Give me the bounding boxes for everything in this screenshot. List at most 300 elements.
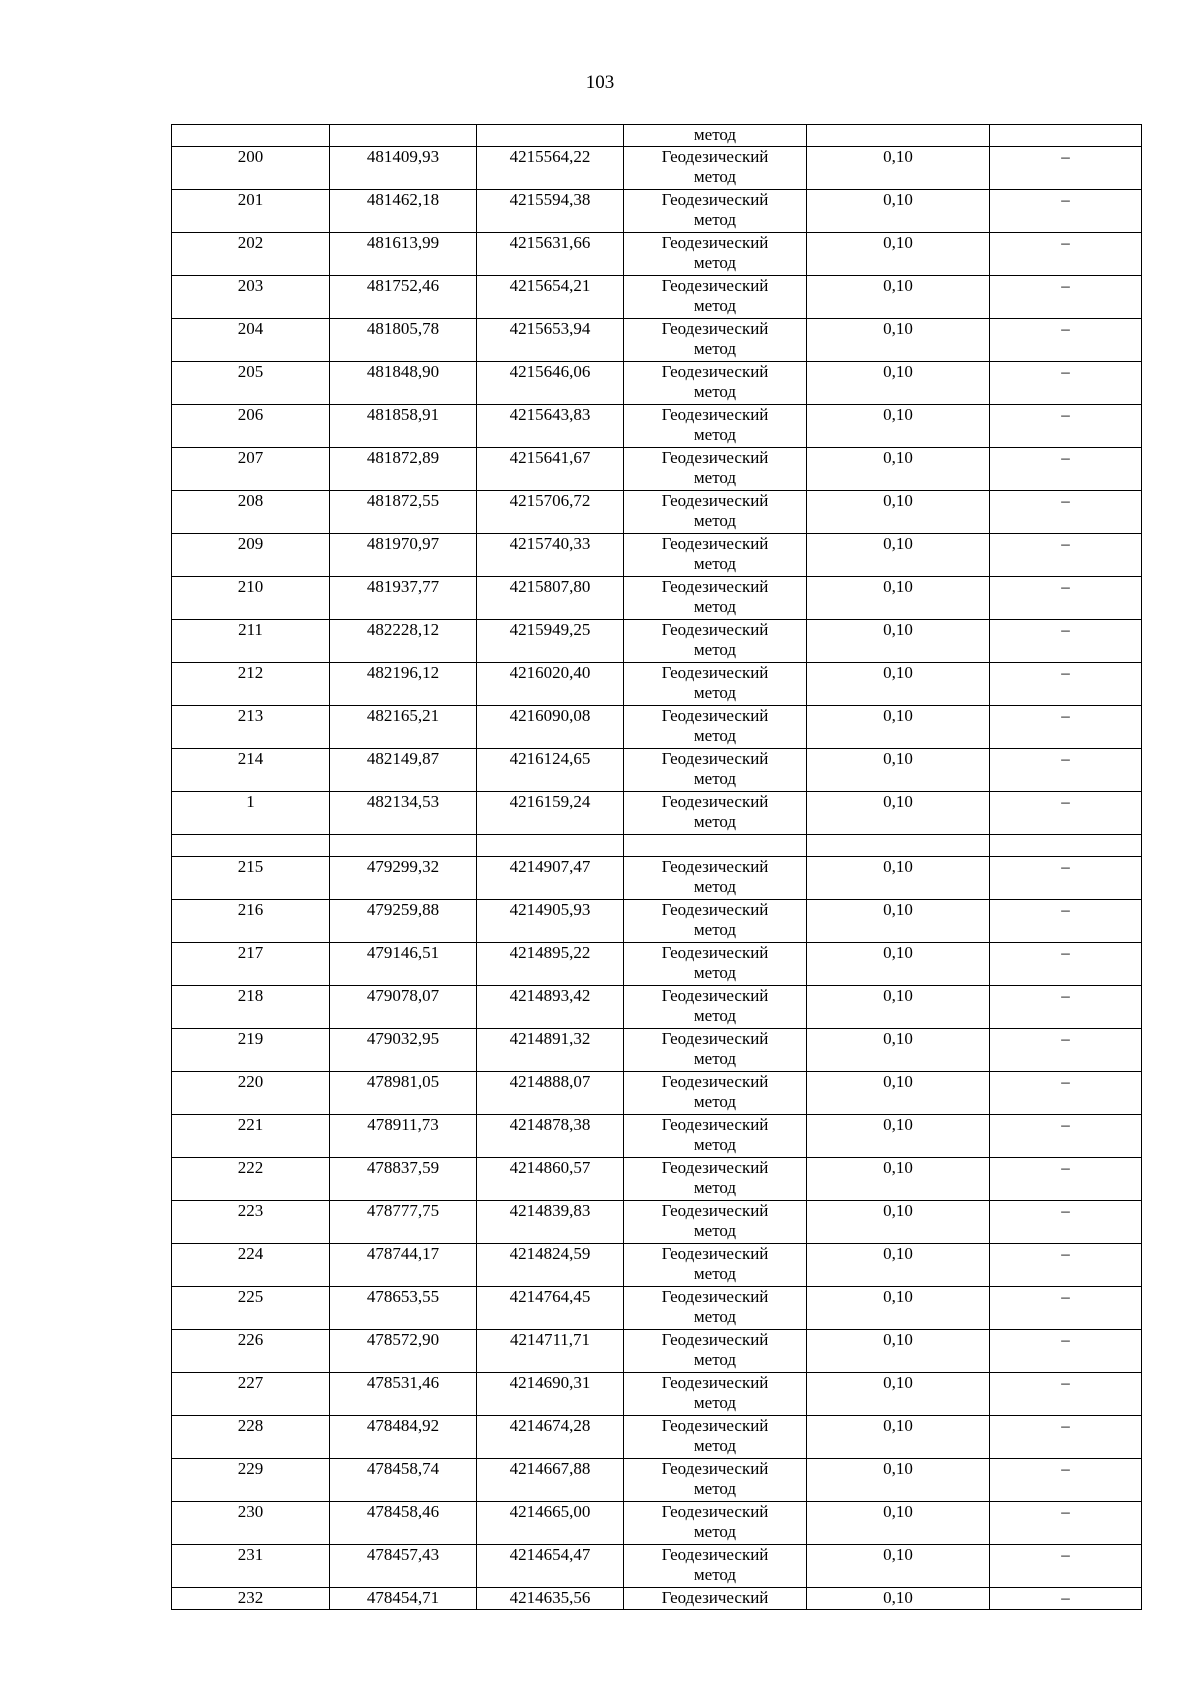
cell-x: 478457,43	[330, 1545, 477, 1588]
method-line: метод	[693, 1436, 737, 1455]
table-row	[172, 900, 1142, 943]
empty-cell	[330, 835, 477, 857]
cell-point-number: 220	[172, 1072, 330, 1115]
cell-x: 481409,93	[330, 147, 477, 190]
empty-cell	[807, 835, 990, 857]
cell-x: 479146,51	[330, 943, 477, 986]
cell-y: 4214907,47	[477, 857, 624, 900]
method-line: метод	[693, 1565, 737, 1584]
cell-method	[624, 1330, 807, 1373]
table-row	[172, 491, 1142, 534]
cell-x	[330, 125, 477, 147]
cell-note: –	[990, 1459, 1142, 1502]
cell-method	[624, 1029, 807, 1072]
cell-point-number: 215	[172, 857, 330, 900]
cell-note: –	[990, 577, 1142, 620]
cell-method	[624, 405, 807, 448]
cell-point-number: 226	[172, 1330, 330, 1373]
cell-y: 4216159,24	[477, 792, 624, 835]
method-line: Геодезический	[661, 1459, 769, 1478]
cell-x: 479078,07	[330, 986, 477, 1029]
cell-point-number: 1	[172, 792, 330, 835]
cell-point-number: 216	[172, 900, 330, 943]
table-row	[172, 276, 1142, 319]
method-line: Геодезический	[661, 706, 769, 725]
table-row	[172, 1072, 1142, 1115]
cell-point-number: 227	[172, 1373, 330, 1416]
cell-point-number	[172, 125, 330, 147]
empty-cell	[990, 835, 1142, 857]
cell-method	[624, 1072, 807, 1115]
cell-y: 4215564,22	[477, 147, 624, 190]
cell-y: 4214839,83	[477, 1201, 624, 1244]
cell-note: –	[990, 1330, 1142, 1373]
cell-note: –	[990, 491, 1142, 534]
cell-y: 4216090,08	[477, 706, 624, 749]
table-row	[172, 749, 1142, 792]
cell-method	[624, 577, 807, 620]
method-line: метод	[693, 511, 737, 530]
cell-method	[624, 1115, 807, 1158]
cell-method	[624, 1416, 807, 1459]
method-line: метод	[693, 1479, 737, 1498]
cell-x: 478837,59	[330, 1158, 477, 1201]
cell-x: 481858,91	[330, 405, 477, 448]
cell-accuracy: 0,10	[807, 577, 990, 620]
table-row	[172, 1287, 1142, 1330]
cell-method	[624, 1201, 807, 1244]
cell-note: –	[990, 1158, 1142, 1201]
cell-point-number: 232	[172, 1588, 330, 1610]
cell-x: 478653,55	[330, 1287, 477, 1330]
method-line: метод	[693, 769, 737, 788]
method-line: Геодезический	[661, 319, 769, 338]
method-line: Геодезический	[661, 1373, 769, 1392]
cell-method	[624, 233, 807, 276]
cell-method	[624, 1158, 807, 1201]
cell-accuracy: 0,10	[807, 1029, 990, 1072]
cell-method	[624, 190, 807, 233]
cell-y: 4216124,65	[477, 749, 624, 792]
cell-y: 4215641,67	[477, 448, 624, 491]
method-line: метод	[693, 1049, 737, 1068]
method-line: метод	[693, 1264, 737, 1283]
cell-y: 4214824,59	[477, 1244, 624, 1287]
cell-point-number: 205	[172, 362, 330, 405]
method-line: Геодезический	[661, 749, 769, 768]
cell-accuracy: 0,10	[807, 1072, 990, 1115]
cell-note: –	[990, 857, 1142, 900]
cell-y: 4214893,42	[477, 986, 624, 1029]
method-line: Геодезический	[661, 792, 769, 811]
cell-y: 4214665,00	[477, 1502, 624, 1545]
method-line: метод	[693, 167, 737, 186]
method-line: Геодезический	[661, 857, 769, 876]
cell-note: –	[990, 1588, 1142, 1610]
cell-method	[624, 706, 807, 749]
cell-accuracy: 0,10	[807, 1502, 990, 1545]
cell-method	[624, 620, 807, 663]
method-line: Геодезический	[661, 1330, 769, 1349]
cell-x: 481805,78	[330, 319, 477, 362]
cell-point-number: 200	[172, 147, 330, 190]
cell-method	[624, 534, 807, 577]
cell-x: 481613,99	[330, 233, 477, 276]
cell-accuracy: 0,10	[807, 1201, 990, 1244]
cell-y: 4214667,88	[477, 1459, 624, 1502]
cell-note: –	[990, 534, 1142, 577]
cell-x: 481462,18	[330, 190, 477, 233]
cell-point-number: 210	[172, 577, 330, 620]
table-row	[172, 1115, 1142, 1158]
cell-point-number: 207	[172, 448, 330, 491]
cell-x: 481872,89	[330, 448, 477, 491]
cell-y: 4216020,40	[477, 663, 624, 706]
cell-y: 4215631,66	[477, 233, 624, 276]
cell-accuracy: 0,10	[807, 190, 990, 233]
cell-method	[624, 448, 807, 491]
coordinates-table-body	[172, 125, 1142, 1610]
cell-y: 4214891,32	[477, 1029, 624, 1072]
cell-note: –	[990, 900, 1142, 943]
table-row	[172, 233, 1142, 276]
method-line: метод	[693, 554, 737, 573]
table-row	[172, 1502, 1142, 1545]
cell-y: 4215949,25	[477, 620, 624, 663]
cell-accuracy: 0,10	[807, 362, 990, 405]
method-line: Геодезический	[661, 1502, 769, 1521]
cell-y: 4215654,21	[477, 276, 624, 319]
cell-point-number: 224	[172, 1244, 330, 1287]
cell-accuracy: 0,10	[807, 1244, 990, 1287]
cell-method: метод	[624, 125, 807, 147]
cell-x: 481848,90	[330, 362, 477, 405]
method-line: Геодезический	[661, 1115, 769, 1134]
method-line: Геодезический	[661, 362, 769, 381]
cell-point-number: 211	[172, 620, 330, 663]
cell-note: –	[990, 190, 1142, 233]
cell-note: –	[990, 233, 1142, 276]
cell-accuracy: 0,10	[807, 1330, 990, 1373]
cell-note: –	[990, 620, 1142, 663]
method-line: метод	[693, 210, 737, 229]
cell-x: 481970,97	[330, 534, 477, 577]
method-line: Геодезический	[661, 1588, 769, 1607]
cell-method	[624, 147, 807, 190]
method-line: метод	[693, 1307, 737, 1326]
method-line: Геодезический	[661, 620, 769, 639]
table-row	[172, 1373, 1142, 1416]
method-line: метод	[693, 963, 737, 982]
table-row	[172, 1459, 1142, 1502]
cell-y: 4215740,33	[477, 534, 624, 577]
table-row	[172, 986, 1142, 1029]
cell-x: 481872,55	[330, 491, 477, 534]
method-line: Геодезический	[661, 900, 769, 919]
method-line: метод	[693, 597, 737, 616]
cell-accuracy: 0,10	[807, 986, 990, 1029]
cell-x: 482196,12	[330, 663, 477, 706]
table-row	[172, 620, 1142, 663]
table-row	[172, 448, 1142, 491]
method-line: метод	[693, 1221, 737, 1240]
cell-y: 4214895,22	[477, 943, 624, 986]
cell-note: –	[990, 749, 1142, 792]
table-row	[172, 663, 1142, 706]
cell-accuracy: 0,10	[807, 405, 990, 448]
cell-note: –	[990, 362, 1142, 405]
cell-point-number: 228	[172, 1416, 330, 1459]
cell-y: 4214711,71	[477, 1330, 624, 1373]
cell-x: 478458,74	[330, 1459, 477, 1502]
cell-point-number: 222	[172, 1158, 330, 1201]
cell-x: 479299,32	[330, 857, 477, 900]
empty-cell	[477, 835, 624, 857]
empty-cell	[624, 835, 807, 857]
method-line: Геодезический	[661, 448, 769, 467]
cell-accuracy	[807, 125, 990, 147]
cell-point-number: 223	[172, 1201, 330, 1244]
method-line: Геодезический	[661, 943, 769, 962]
cell-accuracy: 0,10	[807, 1115, 990, 1158]
cell-x: 482165,21	[330, 706, 477, 749]
section-separator-row	[172, 835, 1142, 857]
cell-accuracy: 0,10	[807, 1545, 990, 1588]
table-row	[172, 577, 1142, 620]
method-line: метод	[693, 726, 737, 745]
cell-accuracy: 0,10	[807, 233, 990, 276]
cell-y: 4214878,38	[477, 1115, 624, 1158]
method-line: метод	[693, 1092, 737, 1111]
cell-x: 482228,12	[330, 620, 477, 663]
cell-method	[624, 749, 807, 792]
cell-y: 4214690,31	[477, 1373, 624, 1416]
cell-point-number: 209	[172, 534, 330, 577]
cell-accuracy: 0,10	[807, 1459, 990, 1502]
cell-method	[624, 857, 807, 900]
cell-y: 4215653,94	[477, 319, 624, 362]
cell-accuracy: 0,10	[807, 491, 990, 534]
cell-point-number: 217	[172, 943, 330, 986]
table-row	[172, 147, 1142, 190]
cell-note: –	[990, 1502, 1142, 1545]
cell-accuracy: 0,10	[807, 900, 990, 943]
cell-y: 4214905,93	[477, 900, 624, 943]
cell-note	[990, 125, 1142, 147]
method-line: метод	[693, 382, 737, 401]
table-row	[172, 534, 1142, 577]
method-line: Геодезический	[661, 233, 769, 252]
cell-accuracy: 0,10	[807, 1416, 990, 1459]
table-row	[172, 1244, 1142, 1287]
table-row	[172, 1158, 1142, 1201]
cell-x: 479032,95	[330, 1029, 477, 1072]
cell-method	[624, 986, 807, 1029]
cell-method	[624, 1287, 807, 1330]
cell-point-number: 225	[172, 1287, 330, 1330]
cell-y: 4215646,06	[477, 362, 624, 405]
method-line: метод	[693, 1350, 737, 1369]
cell-accuracy: 0,10	[807, 1588, 990, 1610]
cell-accuracy: 0,10	[807, 663, 990, 706]
method-line: Геодезический	[661, 1029, 769, 1048]
cell-accuracy: 0,10	[807, 1158, 990, 1201]
table-row	[172, 362, 1142, 405]
cell-y: 4214764,45	[477, 1287, 624, 1330]
empty-cell	[172, 835, 330, 857]
cell-y: 4215594,38	[477, 190, 624, 233]
cell-point-number: 208	[172, 491, 330, 534]
cell-x: 478458,46	[330, 1502, 477, 1545]
cell-y	[477, 125, 624, 147]
cell-accuracy: 0,10	[807, 1287, 990, 1330]
method-line: Геодезический	[661, 190, 769, 209]
method-line: Геодезический	[661, 577, 769, 596]
cell-x: 479259,88	[330, 900, 477, 943]
cell-note: –	[990, 448, 1142, 491]
cell-note: –	[990, 792, 1142, 835]
cell-note: –	[990, 276, 1142, 319]
cell-point-number: 202	[172, 233, 330, 276]
table-row	[172, 1416, 1142, 1459]
cell-note: –	[990, 1029, 1142, 1072]
method-line: метод	[693, 253, 737, 272]
cell-point-number: 219	[172, 1029, 330, 1072]
cell-x: 478531,46	[330, 1373, 477, 1416]
method-line: Геодезический	[661, 1244, 769, 1263]
cell-x: 481752,46	[330, 276, 477, 319]
table-row	[172, 1330, 1142, 1373]
table-row	[172, 1201, 1142, 1244]
method-line: метод	[693, 425, 737, 444]
method-line: Геодезический	[661, 1287, 769, 1306]
cell-y: 4214888,07	[477, 1072, 624, 1115]
cell-accuracy: 0,10	[807, 319, 990, 362]
cell-method	[624, 319, 807, 362]
cell-y: 4214860,57	[477, 1158, 624, 1201]
cell-accuracy: 0,10	[807, 943, 990, 986]
cell-point-number: 230	[172, 1502, 330, 1545]
cell-x: 478454,71	[330, 1588, 477, 1610]
cell-method	[624, 1545, 807, 1588]
cell-note: –	[990, 663, 1142, 706]
coordinates-table	[171, 124, 1142, 1610]
cell-method	[624, 1373, 807, 1416]
method-line: Геодезический	[661, 405, 769, 424]
cell-note: –	[990, 1416, 1142, 1459]
cell-y: 4215807,80	[477, 577, 624, 620]
method-line: Геодезический	[661, 1416, 769, 1435]
cell-y: 4214654,47	[477, 1545, 624, 1588]
cell-note: –	[990, 986, 1142, 1029]
method-line: Геодезический	[661, 1072, 769, 1091]
method-line: Геодезический	[661, 1545, 769, 1564]
cell-note: –	[990, 1201, 1142, 1244]
cell-point-number: 201	[172, 190, 330, 233]
cell-point-number: 214	[172, 749, 330, 792]
cell-point-number: 204	[172, 319, 330, 362]
method-line: метод	[693, 1178, 737, 1197]
cell-accuracy: 0,10	[807, 857, 990, 900]
cell-y: 4214674,28	[477, 1416, 624, 1459]
cell-point-number: 212	[172, 663, 330, 706]
cell-method	[624, 943, 807, 986]
continuation-row	[172, 125, 1142, 147]
method-line: метод	[693, 920, 737, 939]
cell-method	[624, 362, 807, 405]
table-row	[172, 1029, 1142, 1072]
cell-accuracy: 0,10	[807, 792, 990, 835]
cell-note: –	[990, 943, 1142, 986]
cell-method	[624, 1588, 807, 1610]
cell-accuracy: 0,10	[807, 749, 990, 792]
method-line: Геодезический	[661, 663, 769, 682]
cell-point-number: 229	[172, 1459, 330, 1502]
method-line: метод	[693, 640, 737, 659]
method-line: метод	[693, 1006, 737, 1025]
method-line: Геодезический	[661, 147, 769, 166]
table-row	[172, 405, 1142, 448]
table-row	[172, 792, 1142, 835]
table-row	[172, 943, 1142, 986]
method-line: метод	[693, 296, 737, 315]
cell-accuracy: 0,10	[807, 448, 990, 491]
cell-method	[624, 1459, 807, 1502]
cell-note: –	[990, 1115, 1142, 1158]
method-line: метод	[693, 1522, 737, 1541]
method-line: метод	[693, 812, 737, 831]
cell-x: 478911,73	[330, 1115, 477, 1158]
cell-method	[624, 276, 807, 319]
method-line: Геодезический	[661, 276, 769, 295]
cell-point-number: 231	[172, 1545, 330, 1588]
cell-note: –	[990, 1072, 1142, 1115]
table-row	[172, 1545, 1142, 1588]
table-row	[172, 319, 1142, 362]
cell-point-number: 218	[172, 986, 330, 1029]
cell-note: –	[990, 147, 1142, 190]
page-number: 103	[585, 72, 615, 93]
cell-accuracy: 0,10	[807, 706, 990, 749]
cell-note: –	[990, 1373, 1142, 1416]
cell-x: 478777,75	[330, 1201, 477, 1244]
cell-x: 478572,90	[330, 1330, 477, 1373]
cell-accuracy: 0,10	[807, 147, 990, 190]
cell-x: 482134,53	[330, 792, 477, 835]
method-line: Геодезический	[661, 491, 769, 510]
cell-note: –	[990, 405, 1142, 448]
cell-accuracy: 0,10	[807, 1373, 990, 1416]
cell-method	[624, 792, 807, 835]
method-line: Геодезический	[661, 986, 769, 1005]
method-line: метод	[693, 683, 737, 702]
cell-method	[624, 663, 807, 706]
cell-point-number: 221	[172, 1115, 330, 1158]
cell-method	[624, 491, 807, 534]
table-row	[172, 190, 1142, 233]
table-row	[172, 706, 1142, 749]
cell-x: 478744,17	[330, 1244, 477, 1287]
method-line: метод	[693, 468, 737, 487]
cell-note: –	[990, 706, 1142, 749]
cell-x: 478484,92	[330, 1416, 477, 1459]
method-line: Геодезический	[661, 534, 769, 553]
cell-note: –	[990, 319, 1142, 362]
method-line: Геодезический	[661, 1158, 769, 1177]
cell-x: 478981,05	[330, 1072, 477, 1115]
cell-point-number: 203	[172, 276, 330, 319]
method-line: метод	[693, 339, 737, 358]
